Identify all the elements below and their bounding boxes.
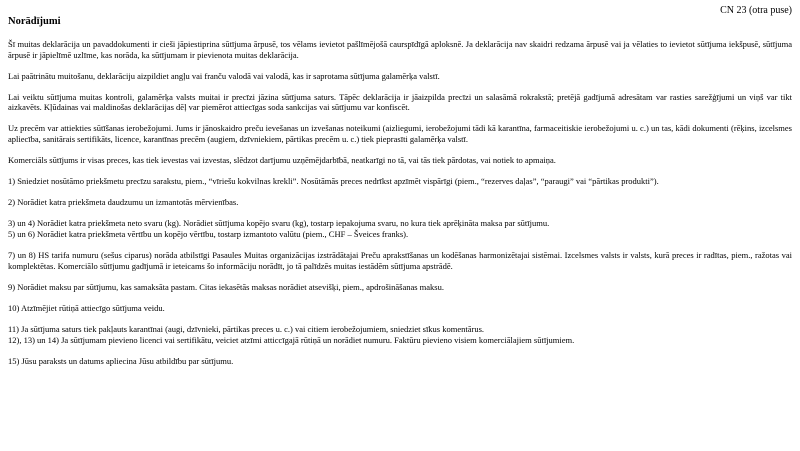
instruction-item-9: 9) Norādiet maksu par sūtījumu, kas samaksāta pastam. Citas iekasētās maksas norādiet atsevišķi, piem., apdrošināšanas maksu. xyxy=(8,281,444,292)
page-title: Norādījumi xyxy=(8,16,61,27)
paragraph-language: Lai paātrinātu muitošanu, deklarāciju aizpildiet angļu vai franču valodā vai valodā, kas ir saprotama sūtījuma galamērķa valstī. xyxy=(8,70,440,81)
instruction-item-15: 15) Jūsu paraksts un datums apliecina Jūsu atbildību par sūtījumu. xyxy=(8,355,234,366)
instruction-item-12-14: 12), 13) un 14) Ja sūtījumam pievieno licenci vai sertifikātu, veiciet atzīmi atticcīgajā rūtiņā un norādiet numuru. Faktūru pievieno visiem komerciālajiem sūtījumiem. xyxy=(8,334,575,345)
instruction-item-3-4: 3) un 4) Norādiet katra priekšmeta neto svaru (kg). Norādiet sūtījuma kopējo svaru (kg), tostarp iepakojuma svaru, no kura tiek aprēķināta maksa par sūtījumu. xyxy=(8,218,550,229)
paragraph-restrictions: Uz precēm var attiekties sūtīšanas ierobežojumi. Jums ir jānoskaidro preču ievešanas un izvešanas noteikumi (aizliegumi, ierobežojumi tādi kā karantīna, farmaceitiskie ierobežojumi u. c.) un tas, kādi dokumenti (rēķins, izcelsmes apliecība, sanitārais sertifikāts, licence, karantīnas precēm (augiem, dzīvniekiem, pārtikas precēm u. c.) tiek pieprasīti galamērķa valstī. xyxy=(8,123,792,145)
paragraph-accuracy: Lai veiktu sūtījuma muitas kontroli, galamērķa valsts muitai ir precīzi jāzina sūtījuma saturs. Tāpēc deklarācija ir jāaizpilda precīzi un salasāmā rokrakstā; pretējā gadījumā adresātam var rasties sarežģījumi un viņš var tikt aizkavēts. Kļūdainas vai maldinošas deklarācijas dēļ var piemērot attiecīgas soda sankcijas vai sūtījumu var konfiscēt. xyxy=(8,91,792,113)
paragraph-attachment: Šī muitas deklarācija un pavaddokumenti ir cieši jāpiestiprina sūtījuma ārpusē, tos vēlams ievietot pašlīmējošā caurspīdīgā aploksnē. Ja deklarācija nav skaidri redzama ārpusē vai ja vēlaties to ievietot sūtījuma iekšpusē, sūtījuma ārpusē ir jāpielīmē uzlīme, kas norāda, ka sūtījumam ir pievienota muitas deklarācija. xyxy=(8,39,792,60)
instruction-item-2: 2) Norādiet katra priekšmeta daudzumu un izmantotās mērvienības. xyxy=(8,197,239,208)
instruction-item-11: 11) Ja sūtījuma saturs tiek pakļauts karantīnai (augi, dzīvnieki, pārtikas preces u. c.) vai citiem ierobežojumiem, sniedziet sīkus komentārus. xyxy=(8,324,485,334)
paragraph-commercial: Komerciāls sūtījums ir visas preces, kas tiek ievestas vai izvestas, slēdzot darījumu uzņēmējdarbībā, neatkarīgi no tā, vai tās tiek pārdotas, vai notiek to apmaiņa. xyxy=(8,155,556,166)
form-code-label: CN 23 (otra puse) xyxy=(720,5,792,16)
instruction-item-1: 1) Sniedziet nosūtāmo priekšmetu precīzu sarakstu, piem., “vīriešu kokvilnas krekli”. Nosūtāmās preces nedrīkst apzīmēt vispārīgi (piem., “rezerves daļas”, “paraugi” vai “pārtikas produkti”). xyxy=(8,176,659,187)
instruction-item-5-6: 5) un 6) Norādiet katra priekšmeta vērtību un kopējo vērtību, tostarp izmantoto valūtu (piem., CHF – Šveices franks). xyxy=(8,229,409,240)
instruction-item-7-8: 7) un 8) HS tarifa numuru (sešus ciparus) norāda atbilstīgi Pasaules Muitas organizācijas izstrādātajai Preču aprakstīšanas un kodēšanas harmonizētajai sistēmai. Izcelsmes valsts ir valsts, kurā preces ir radītas, piem., ražotas vai komplektētas. Komerciālo sūtījumu gadījumā ir ieteicams šo informāciju norādīt, jo tā palīdzēs muitas iestādēm sūtījuma apstrādē. xyxy=(8,250,792,271)
instruction-item-10: 10) Atzīmējiet rūtiņā attiecīgo sūtījuma veidu. xyxy=(8,302,165,313)
